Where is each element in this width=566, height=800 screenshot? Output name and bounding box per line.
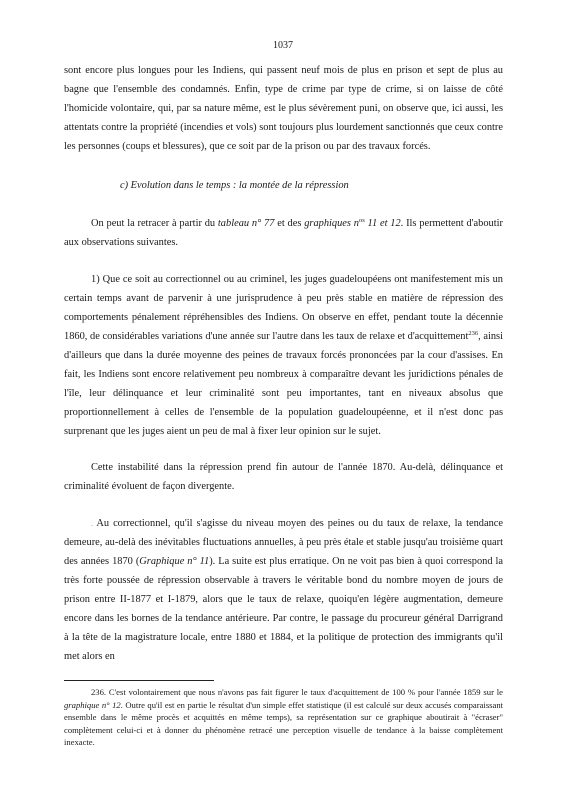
paragraph: . Au correctionnel, qu'il s'agisse du niveau moyen des peines ou du taux de relaxe, la tendance demeure, au-delà des inévitables fluctuations annuelles, à peu près étale et stable jusqu'au troisième quart des années 1870 (Graphique n° 11). La suite est plus erratique. On ne voit pas bien à quoi correspond la très forte poussée de répression observable à travers le véritable bond du nombre moyen de jours de prison entre II-1877 et I-1879, alors que le taux de relaxe, quoiqu'en légère augmentation, demeure encore dans les bornes de la tendance antérieure. Par contre, le passage du procureur général Darrigrand à la tête de la magistrature locale, entre 1880 et 1884, et la politique de protection des immigrants qu'il met alors en [64, 518, 503, 662]
paragraph: sont encore plus longues pour les Indiens, qui passent neuf mois de plus en prison et sept de plus au bagne que l'ensemble des condamnés. Enfin, type de crime par type de crime, si on laisse de côté l'homicide volontaire, qui, par sa nature même, est le plus sévèrement puni, on observe que, ici aussi, les attentats contre la propriété (incendies et vols) sont toujours plus lourdement sanctionnés que ceux contre les personnes (coups et blessures), que ce soit par de la prison ou par des travaux forcés. [64, 65, 503, 152]
page-number: 1037 [273, 40, 293, 51]
footnote-ref[interactable]: 236 [468, 329, 479, 337]
footnote-separator [64, 680, 214, 681]
stray-mark: . [91, 519, 93, 529]
footnote: 236. C'est volontairement que nous n'avons pas fait figurer le taux d'acquittement de 100 % pour l'année 1859 sur le graphique n° 12. Outre qu'il est en partie le résultat d'un simple effet statistique (il est calculé sur deux accusés comparaissant ensemble dans le même procès et acquittés en même temps), sa représentation sur ce graphique aboutirait à "écraser" complètement celui-ci et à donner du phénomène retracé une perception visuelle de tendance à la baisse complètement inexacte. [64, 687, 504, 748]
paragraph: On peut la retracer à partir du tableau n° 77 et des graphiques $n^{os}$ 11 et 12. Ils permettent d'aboutir aux observations suivantes. [64, 217, 503, 249]
body-text [64, 62, 503, 666]
paragraph: Cette instabilité dans la répression prend fin autour de l'année 1870. Au-delà, délinquance et criminalité évoluent de façon divergente. [64, 462, 503, 493]
paragraph: 1) Que ce soit au correctionnel ou au criminel, les juges guadeloupéens ont manifestement mis un certain temps avant de parvenir à une jurisprudence à peu près stable en matière de répression des comportements pénalement répréhensibles des Indiens. On observe en effet, pendant toute la décennie 1860, de considérables variations d'une année sur l'autre dans les taux de relaxe et d'acquittement$^{236}$, ainsi d'ailleurs que dans la durée moyenne des peines de travaux forcés prononcées par la cour d'assises. En fait, les Indiens sont encore relativement peu nombreux à comparaître devant les juridictions pénales de l'île, leur délinquance et leur criminalité sont peu importantes, tant en niveaux absolus que proportionnellement à celles de l'ensemble de la population guadeloupéenne, et il n'est donc pas surprenant que les juges aient un peu de mal à fixer leur opinion sur le sujet. [64, 274, 503, 437]
section-heading: c) Evolution dans le temps : la montée de la répression [120, 179, 349, 191]
